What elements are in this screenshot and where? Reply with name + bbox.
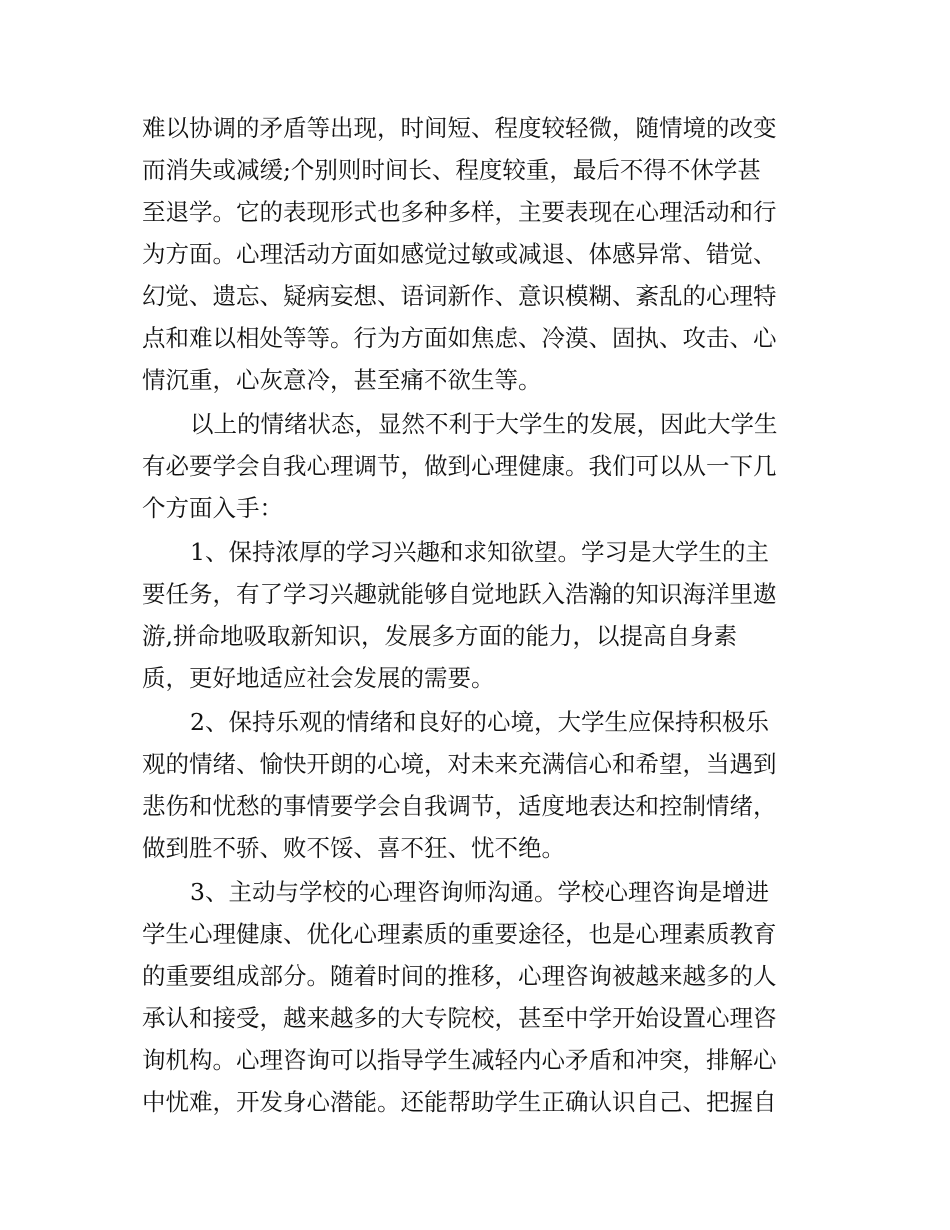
text-line: 悲伤和忧愁的事情要学会自我调节，适度地表达和控制情绪， xyxy=(142,792,777,820)
text-line: 学生心理健康、优化心理素质的重要途径，也是心理素质教育 xyxy=(142,920,777,948)
text-line: 承认和接受，越来越多的大专院校，甚至中学开始设置心理咨 xyxy=(142,1004,777,1032)
text-line: 有必要学会自我心理调节，做到心理健康。我们可以从一下几 xyxy=(142,452,777,480)
text-line: 至退学。它的表现形式也多种多样，主要表现在心理活动和行 xyxy=(142,198,777,226)
text-line: 为方面。心理活动方面如感觉过敏或减退、体感异常、错觉、 xyxy=(142,240,777,268)
text-line: 游,拼命地吸取新知识，发展多方面的能力，以提高自身素 xyxy=(142,622,737,650)
paragraph-first-line: 1、保持浓厚的学习兴趣和求知欲望。学习是大学生的主 xyxy=(190,538,769,566)
text-line: 的重要组成部分。随着时间的推移，心理咨询被越来越多的人 xyxy=(142,962,777,990)
text-line: 要任务，有了学习兴趣就能够自觉地跃入浩瀚的知识海洋里遨 xyxy=(142,580,777,608)
text-line: 幻觉、遗忘、疑病妄想、语词新作、意识模糊、紊乱的心理特 xyxy=(142,282,777,310)
text-line: 个方面入手： xyxy=(142,494,283,522)
text-line: 中忧难，开发身心潜能。还能帮助学生正确认识自己、把握自 xyxy=(142,1088,777,1116)
paragraph-first-line: 以上的情绪状态，显然不利于大学生的发展，因此大学生 xyxy=(190,410,778,438)
text-line: 难以协调的矛盾等出现，时间短、程度较轻微，随情境的改变 xyxy=(142,114,777,142)
text-line: 询机构。心理咨询可以指导学生减轻内心矛盾和冲突，排解心 xyxy=(142,1046,777,1074)
text-line: 观的情绪、愉快开朗的心境，对未来充满信心和希望，当遇到 xyxy=(142,750,777,778)
text-line: 点和难以相处等等。行为方面如焦虑、冷漠、固执、攻击、心 xyxy=(142,324,777,352)
paragraph-first-line: 3、主动与学校的心理咨询师沟通。学校心理咨询是增进 xyxy=(190,878,769,906)
text-line: 做到胜不骄、败不馁、喜不狂、忧不绝。 xyxy=(142,834,565,862)
text-line: 情沉重，心灰意冷，甚至痛不欲生等。 xyxy=(142,366,542,394)
text-line: 质，更好地适应社会发展的需要。 xyxy=(142,664,495,692)
text-line: 而消失或减缓;个别则时间长、程度较重，最后不得不休学甚 xyxy=(142,156,761,184)
paragraph-first-line: 2、保持乐观的情绪和良好的心境，大学生应保持积极乐 xyxy=(190,708,769,736)
